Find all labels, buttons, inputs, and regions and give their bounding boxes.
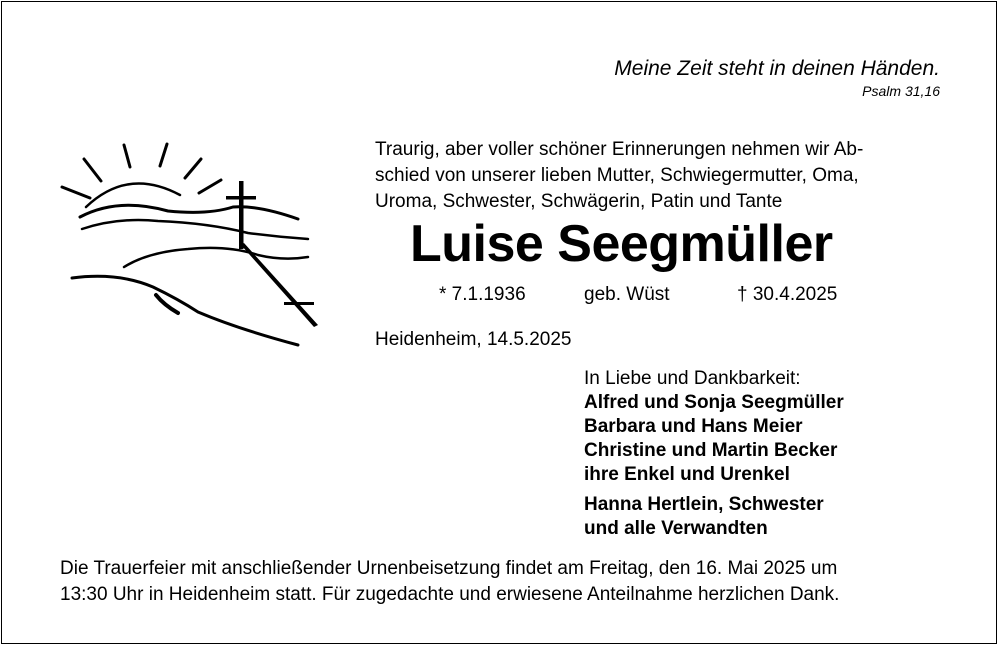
funeral-info-line: 13:30 Uhr in Heidenheim statt. Für zugedachte und erwiesene Anteilnahme herzlichen Dank. <box>60 584 840 605</box>
motto: Meine Zeit steht in deinen Händen. <box>614 57 940 80</box>
sunset-hills-cross-icon <box>58 137 320 352</box>
intro-text <box>375 137 863 215</box>
mourner-line: Christine und Martin Becker <box>584 440 838 461</box>
funeral-info-line: Die Trauerfeier mit anschließender Urnenbeisetzung findet am Freitag, den 16. Mai 2025 um <box>60 558 838 579</box>
mourners-block <box>584 367 844 541</box>
obituary-notice <box>1 1 997 644</box>
mourner-line: ihre Enkel und Urenkel <box>584 464 790 485</box>
intro-line: Uroma, Schwester, Schwägerin, Patin und Tante <box>375 191 783 212</box>
maiden-name: geb. Wüst <box>584 284 670 305</box>
funeral-info <box>60 556 839 608</box>
place-date: Heidenheim, 14.5.2025 <box>375 329 572 350</box>
birth-date: * 7.1.1936 <box>439 284 526 305</box>
mourner-line: Alfred und Sonja Seegmüller <box>584 392 844 413</box>
death-date: † 30.4.2025 <box>737 284 838 305</box>
mourner-line: Barbara und Hans Meier <box>584 416 803 437</box>
deceased-name: Luise Seegmüller <box>410 215 833 273</box>
intro-line: Traurig, aber voller schöner Erinnerungen nehmen wir Ab- <box>375 139 864 160</box>
mourner-line: und alle Verwandten <box>584 518 768 539</box>
motto-source: Psalm 31,16 <box>862 83 940 99</box>
mourner-line: Hanna Hertlein, Schwester <box>584 494 824 515</box>
mourners-intro: In Liebe und Dankbarkeit: <box>584 368 801 389</box>
intro-line: schied von unserer lieben Mutter, Schwiegermutter, Oma, <box>375 165 859 186</box>
